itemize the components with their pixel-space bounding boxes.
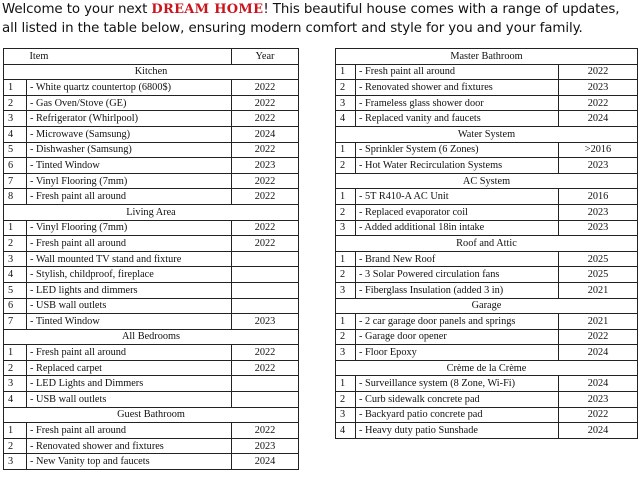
table-row	[4, 95, 299, 111]
row-number: 3	[336, 220, 356, 236]
row-number: 6	[4, 298, 27, 314]
section-title: Water System	[336, 126, 638, 142]
row-number: 2	[336, 204, 356, 220]
row-number: 2	[4, 360, 27, 376]
row-item: - Surveillance system (8 Zone, Wi-Fi)	[356, 376, 559, 392]
table-row	[336, 407, 638, 423]
header-number-cell	[4, 49, 27, 65]
table-row	[336, 251, 638, 267]
row-item: - Renovated shower and fixtures	[356, 80, 559, 96]
table-row	[4, 345, 299, 361]
section-row-roof-and-attic	[336, 236, 638, 252]
table-row	[336, 282, 638, 298]
row-number: 1	[336, 189, 356, 205]
table-row	[4, 189, 299, 205]
row-number: 3	[336, 282, 356, 298]
row-number: 1	[4, 423, 27, 439]
table-row	[4, 173, 299, 189]
row-item: - 3 Solar Powered circulation fans	[356, 267, 559, 283]
row-number: 2	[336, 267, 356, 283]
row-year: 2023	[232, 314, 299, 330]
table-row	[4, 438, 299, 454]
row-year: 2023	[232, 158, 299, 174]
table-row	[4, 236, 299, 252]
row-number: 4	[4, 126, 27, 142]
row-year: 2022	[559, 64, 638, 80]
row-year: 2024	[559, 376, 638, 392]
row-item: - Vinyl Flooring (7mm)	[27, 220, 232, 236]
row-year: 2023	[559, 158, 638, 174]
table-row	[4, 158, 299, 174]
table-row	[336, 64, 638, 80]
right-updates-table	[335, 48, 638, 439]
row-year	[232, 376, 299, 392]
table-row	[336, 158, 638, 174]
row-item: - USB wall outlets	[27, 298, 232, 314]
row-number: 3	[336, 95, 356, 111]
row-number: 3	[4, 376, 27, 392]
row-number: 4	[336, 111, 356, 127]
row-number: 4	[4, 392, 27, 408]
row-item: - Renovated shower and fixtures	[27, 438, 232, 454]
table-row	[4, 111, 299, 127]
table-row	[4, 251, 299, 267]
table-row	[4, 454, 299, 470]
row-year: 2021	[559, 314, 638, 330]
row-number: 2	[336, 392, 356, 408]
row-year: 2023	[559, 80, 638, 96]
row-number: 3	[4, 251, 27, 267]
row-item: - 2 car garage door panels and springs	[356, 314, 559, 330]
section-row-guest-bathroom	[4, 407, 299, 423]
row-item: - Fiberglass Insulation (added 3 in)	[356, 282, 559, 298]
row-number: 1	[4, 220, 27, 236]
row-number: 2	[336, 158, 356, 174]
left-updates-table	[3, 48, 299, 470]
row-year: 2022	[232, 80, 299, 96]
table-row	[4, 392, 299, 408]
section-row-all-bedrooms	[4, 329, 299, 345]
row-item: - Fresh paint all around	[27, 189, 232, 205]
row-item: - Replaced carpet	[27, 360, 232, 376]
row-year: 2023	[232, 438, 299, 454]
table-row	[336, 376, 638, 392]
row-number: 1	[336, 142, 356, 158]
row-item: - Wall mounted TV stand and fixture	[27, 251, 232, 267]
header-item-cell: Item	[27, 49, 232, 65]
row-year: 2022	[559, 329, 638, 345]
row-number: 8	[4, 189, 27, 205]
row-number: 3	[4, 111, 27, 127]
row-item: - Tinted Window	[27, 314, 232, 330]
table-row	[336, 329, 638, 345]
row-year: 2022	[559, 407, 638, 423]
row-number: 2	[336, 329, 356, 345]
row-item: - Tinted Window	[27, 158, 232, 174]
row-number: 2	[336, 80, 356, 96]
row-item: - Fresh paint all around	[27, 236, 232, 252]
table-row	[336, 314, 638, 330]
row-number: 1	[336, 251, 356, 267]
row-year: 2023	[559, 392, 638, 408]
table-row	[4, 282, 299, 298]
row-number: 2	[4, 95, 27, 111]
section-row-living-area	[4, 204, 299, 220]
row-number: 3	[336, 345, 356, 361]
row-item: - 5T R410-A AC Unit	[356, 189, 559, 205]
row-item: - USB wall outlets	[27, 392, 232, 408]
table-row	[4, 80, 299, 96]
row-item: - Fresh paint all around	[27, 423, 232, 439]
row-year: >2016	[559, 142, 638, 158]
section-row-garage	[336, 298, 638, 314]
row-item: - LED Lights and Dimmers	[27, 376, 232, 392]
row-year: 2022	[232, 236, 299, 252]
row-number: 4	[336, 423, 356, 439]
row-item: - Dishwasher (Samsung)	[27, 142, 232, 158]
row-item: - Stylish, childproof, fireplace	[27, 267, 232, 283]
table-row	[336, 392, 638, 408]
table-row	[4, 423, 299, 439]
table-row	[336, 204, 638, 220]
row-year: 2023	[559, 204, 638, 220]
row-number: 1	[4, 80, 27, 96]
row-item: - Replaced evaporator coil	[356, 204, 559, 220]
row-item: - Gas Oven/Stove (GE)	[27, 95, 232, 111]
row-number: 2	[4, 236, 27, 252]
row-year: 2022	[559, 95, 638, 111]
table-row	[336, 142, 638, 158]
row-item: - Floor Epoxy	[356, 345, 559, 361]
row-item: - Replaced vanity and faucets	[356, 111, 559, 127]
row-item: - Backyard patio concrete pad	[356, 407, 559, 423]
table-header-row	[4, 49, 299, 65]
table-row	[4, 376, 299, 392]
section-title: Garage	[336, 298, 638, 314]
table-row	[4, 360, 299, 376]
row-year	[232, 282, 299, 298]
row-item: - Hot Water Recirculation Systems	[356, 158, 559, 174]
dream-home-logo-text: DREAM HOME	[151, 2, 264, 17]
row-year: 2022	[232, 220, 299, 236]
table-row	[4, 298, 299, 314]
row-year: 2025	[559, 267, 638, 283]
section-row-master-bathroom	[336, 49, 638, 65]
table-row	[4, 142, 299, 158]
row-item: - Frameless glass shower door	[356, 95, 559, 111]
row-year: 2024	[559, 111, 638, 127]
row-item: - Curb sidewalk concrete pad	[356, 392, 559, 408]
section-title: Kitchen	[4, 64, 299, 80]
row-item: - Sprinkler System (6 Zones)	[356, 142, 559, 158]
table-row	[336, 95, 638, 111]
row-number: 7	[4, 173, 27, 189]
intro-text-start: Welcome to your next	[2, 2, 152, 17]
row-year: 2024	[559, 345, 638, 361]
section-title: Roof and Attic	[336, 236, 638, 252]
row-year: 2021	[559, 282, 638, 298]
section-row-kitchen	[4, 64, 299, 80]
table-row	[336, 267, 638, 283]
row-year	[232, 267, 299, 283]
row-number: 1	[336, 314, 356, 330]
row-number: 4	[4, 267, 27, 283]
row-item: - Microwave (Samsung)	[27, 126, 232, 142]
row-year	[232, 251, 299, 267]
header-year-cell: Year	[232, 49, 299, 65]
section-title: Crème de la Crème	[336, 360, 638, 376]
row-year: 2024	[232, 126, 299, 142]
row-item: - Fresh paint all around	[356, 64, 559, 80]
table-row	[336, 345, 638, 361]
section-title: AC System	[336, 173, 638, 189]
row-year: 2022	[232, 189, 299, 205]
row-item: - Vinyl Flooring (7mm)	[27, 173, 232, 189]
row-item: - Added additional 18in intake	[356, 220, 559, 236]
row-year: 2022	[232, 111, 299, 127]
section-title: Living Area	[4, 204, 299, 220]
row-number: 6	[4, 158, 27, 174]
row-item: - Refrigerator (Whirlpool)	[27, 111, 232, 127]
row-year: 2022	[232, 345, 299, 361]
row-number: 3	[4, 454, 27, 470]
table-row	[336, 111, 638, 127]
row-number: 1	[336, 64, 356, 80]
row-year: 2025	[559, 251, 638, 267]
section-row-ac-system	[336, 173, 638, 189]
table-row	[4, 220, 299, 236]
row-year: 2022	[232, 142, 299, 158]
table-row	[4, 126, 299, 142]
row-number: 1	[4, 345, 27, 361]
table-row	[336, 220, 638, 236]
intro-text-end: ! This beautiful house comes with a range of updates, all listed in the table below, ensuring modern comfort and style for you and your family.	[2, 2, 620, 36]
row-year	[232, 392, 299, 408]
section-title: All Bedrooms	[4, 329, 299, 345]
row-item: - White quartz countertop (6800$)	[27, 80, 232, 96]
table-row	[336, 189, 638, 205]
row-year: 2022	[232, 95, 299, 111]
table-row	[4, 314, 299, 330]
row-item: - LED lights and dimmers	[27, 282, 232, 298]
table-row	[4, 267, 299, 283]
section-title: Master Bathroom	[336, 49, 638, 65]
row-item: - Garage door opener	[356, 329, 559, 345]
table-row	[336, 80, 638, 96]
row-year: 2024	[232, 454, 299, 470]
row-number: 5	[4, 282, 27, 298]
section-row-creme-de-la-creme	[336, 360, 638, 376]
row-year: 2022	[232, 423, 299, 439]
row-year: 2016	[559, 189, 638, 205]
row-year: 2024	[559, 423, 638, 439]
row-number: 7	[4, 314, 27, 330]
row-number: 2	[4, 438, 27, 454]
table-row	[336, 423, 638, 439]
row-number: 1	[336, 376, 356, 392]
section-row-water-system	[336, 126, 638, 142]
row-item: - New Vanity top and faucets	[27, 454, 232, 470]
row-item: - Fresh paint all around	[27, 345, 232, 361]
section-title: Guest Bathroom	[4, 407, 299, 423]
row-number: 5	[4, 142, 27, 158]
row-year	[232, 298, 299, 314]
row-year: 2022	[232, 360, 299, 376]
row-item: - Brand New Roof	[356, 251, 559, 267]
intro-paragraph	[2, 0, 638, 38]
row-number: 3	[336, 407, 356, 423]
row-item: - Heavy duty patio Sunshade	[356, 423, 559, 439]
row-year: 2023	[559, 220, 638, 236]
row-year: 2022	[232, 173, 299, 189]
